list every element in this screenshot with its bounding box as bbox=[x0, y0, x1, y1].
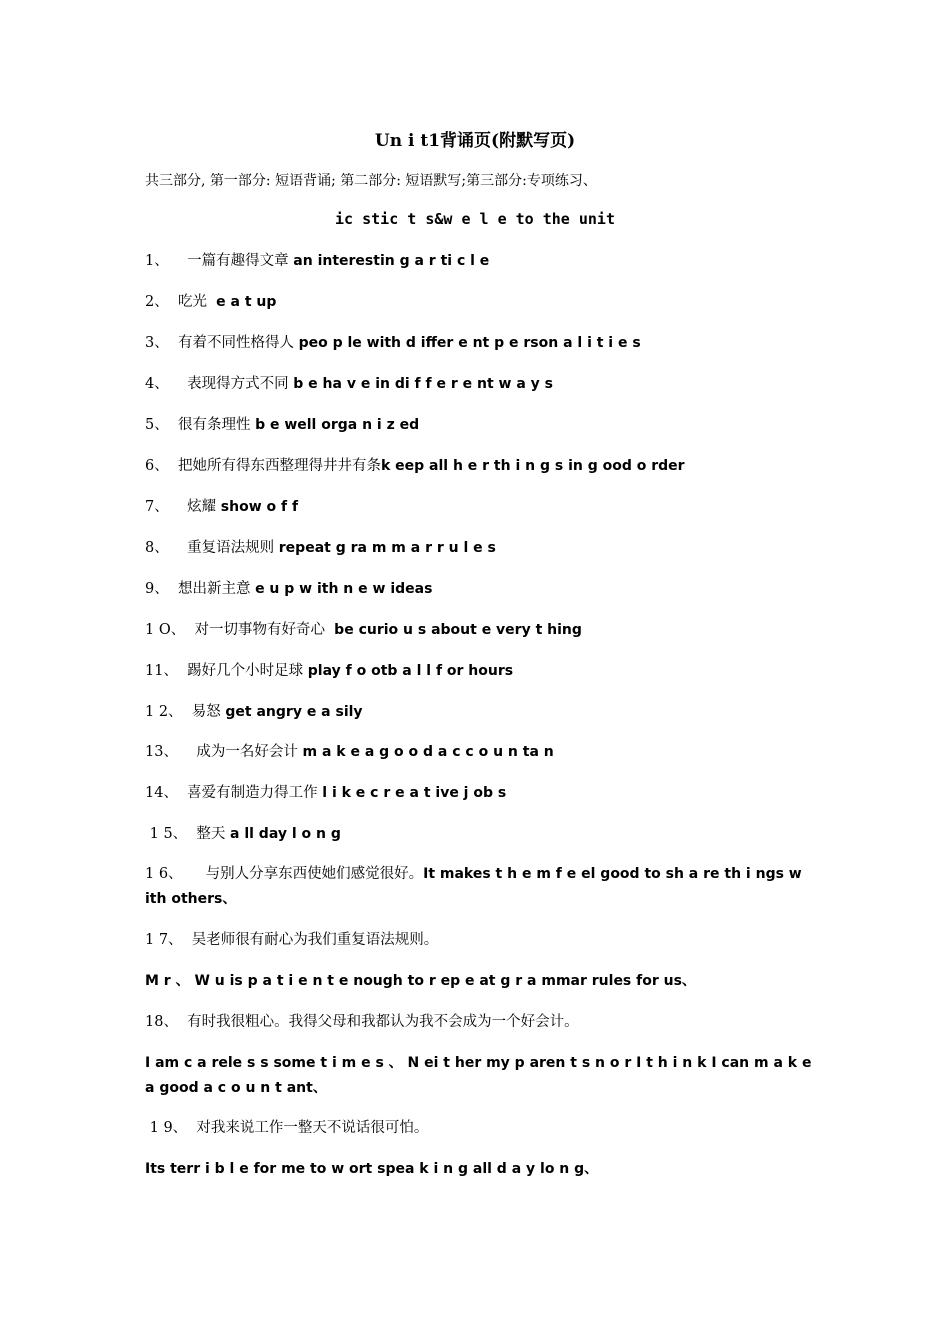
section-heading: ic stic t s&w e l e to the unit bbox=[335, 210, 615, 228]
item-english: be curio u s about e very t hing bbox=[334, 622, 582, 638]
item-chinese: 吴老师很有耐心为我们重复语法规则。 bbox=[191, 932, 439, 948]
item-chinese: 表现得方式不同 bbox=[187, 376, 289, 392]
item-chinese: 对一切事物有好奇心 bbox=[194, 622, 325, 638]
item-number: 13、 bbox=[145, 744, 178, 760]
item-number: 14、 bbox=[145, 785, 178, 801]
item-english: k eep all h e r th i n g s in g ood o rder bbox=[380, 458, 685, 474]
item-chinese: 对我来说工作一整天不说话很可怕。 bbox=[196, 1120, 429, 1136]
item-chinese: 炫耀 bbox=[187, 499, 217, 515]
item-number: 5、 bbox=[145, 417, 169, 433]
item-number: 2、 bbox=[145, 294, 169, 310]
item-english: e a t up bbox=[216, 294, 277, 310]
list-item bbox=[145, 249, 815, 274]
item-number: 6、 bbox=[145, 458, 169, 474]
item-number: 11、 bbox=[145, 663, 178, 679]
list-item bbox=[145, 740, 815, 765]
item-chinese: 把她所有得东西整理得井井有条 bbox=[177, 458, 381, 474]
item-chinese: 一篇有趣得文章 bbox=[187, 253, 289, 269]
item-chinese: 吃光 bbox=[177, 294, 207, 310]
item-number: 18、 bbox=[145, 1014, 178, 1030]
item-chinese: 想出新主意 bbox=[177, 581, 251, 597]
sentence-english: M r 、 W u is p a t i e n t e nough to r ep e at g r a mmar rules for us、 bbox=[145, 973, 696, 989]
item-english: l i k e c r e a t ive j ob s bbox=[322, 785, 507, 801]
item-number: 1 O、 bbox=[145, 622, 186, 638]
list-item bbox=[145, 928, 815, 953]
item-english: get angry e a sily bbox=[225, 704, 363, 720]
item-chinese: 有着不同性格得人 bbox=[177, 335, 294, 351]
item-chinese: 很有条理性 bbox=[177, 417, 251, 433]
sentence-english: I am c a rele s s some t i m e s 、 N ei t her my p aren t s n o r I t h i n k I can m a k e a good a c o u n t ant、 bbox=[145, 1055, 812, 1096]
item-number: 1 5、 bbox=[149, 826, 188, 842]
list-item bbox=[145, 372, 815, 397]
item-chinese: 整天 bbox=[196, 826, 226, 842]
intro-text: 共三部分, 第一部分: 短语背诵; 第二部分: 短语默写;第三部分:专项练习、 bbox=[145, 173, 597, 189]
item-number: 3、 bbox=[145, 335, 169, 351]
item-number: 8、 bbox=[145, 540, 169, 556]
item-english: an interestin g a r ti c l e bbox=[293, 253, 490, 269]
item-chinese: 有时我很粗心。我得父母和我都认为我不会成为一个好会计。 bbox=[187, 1014, 579, 1030]
item-number: 1、 bbox=[145, 253, 169, 269]
item-english: show o f f bbox=[220, 499, 299, 515]
list-item bbox=[145, 577, 815, 602]
item-english: a ll day l o n g bbox=[230, 826, 341, 842]
list-item bbox=[145, 700, 815, 725]
list-item bbox=[145, 1010, 815, 1035]
item-english: It makes t h e m f e el good to sh a re th i ngs w ith others、 bbox=[145, 866, 802, 907]
item-chinese: 与别人分享东西使她们感觉很好。 bbox=[205, 866, 424, 882]
item-number: 1 9、 bbox=[149, 1120, 188, 1136]
item-english: peo p le with d iffer e nt p e rson a l i t i e s bbox=[298, 335, 641, 351]
item-chinese: 易怒 bbox=[191, 704, 221, 720]
list-item bbox=[145, 618, 815, 643]
list-item bbox=[145, 331, 815, 356]
item-chinese: 成为一名好会计 bbox=[196, 744, 298, 760]
item-chinese: 喜爱有制造力得工作 bbox=[187, 785, 318, 801]
list-item bbox=[145, 659, 815, 684]
item-chinese: 踢好几个小时足球 bbox=[187, 663, 304, 679]
item-number: 1 7、 bbox=[145, 932, 183, 948]
item-english: play f o otb a l l f or hours bbox=[307, 663, 514, 679]
page-title: Un i t1背诵页(附默写页) bbox=[374, 131, 576, 151]
item-english: b e ha v e in di f f e r e nt w a y s bbox=[293, 376, 553, 392]
item-chinese: 重复语法规则 bbox=[187, 540, 275, 556]
item-number: 7、 bbox=[145, 499, 169, 515]
list-item bbox=[145, 1116, 815, 1141]
list-item bbox=[145, 454, 815, 479]
item-english: repeat g ra m m a r r u l e s bbox=[278, 540, 496, 556]
list-item bbox=[145, 822, 815, 847]
list-item bbox=[145, 862, 815, 912]
list-item bbox=[145, 413, 815, 438]
item-number: 4、 bbox=[145, 376, 169, 392]
item-english: e u p w ith n e w ideas bbox=[255, 581, 433, 597]
sentence-english: Its terr i b l e for me to w ort spea k i n g all d a y lo n g、 bbox=[145, 1161, 599, 1177]
item-english: m a k e a g o o d a c c o u n ta n bbox=[302, 744, 554, 760]
list-item bbox=[145, 290, 815, 315]
item-number: 9、 bbox=[145, 581, 169, 597]
item-english: b e well orga n i z ed bbox=[255, 417, 420, 433]
item-number: 1 6、 bbox=[145, 866, 183, 882]
list-item bbox=[145, 495, 815, 520]
list-item bbox=[145, 536, 815, 561]
list-item bbox=[145, 781, 815, 806]
item-number: 1 2、 bbox=[145, 704, 183, 720]
